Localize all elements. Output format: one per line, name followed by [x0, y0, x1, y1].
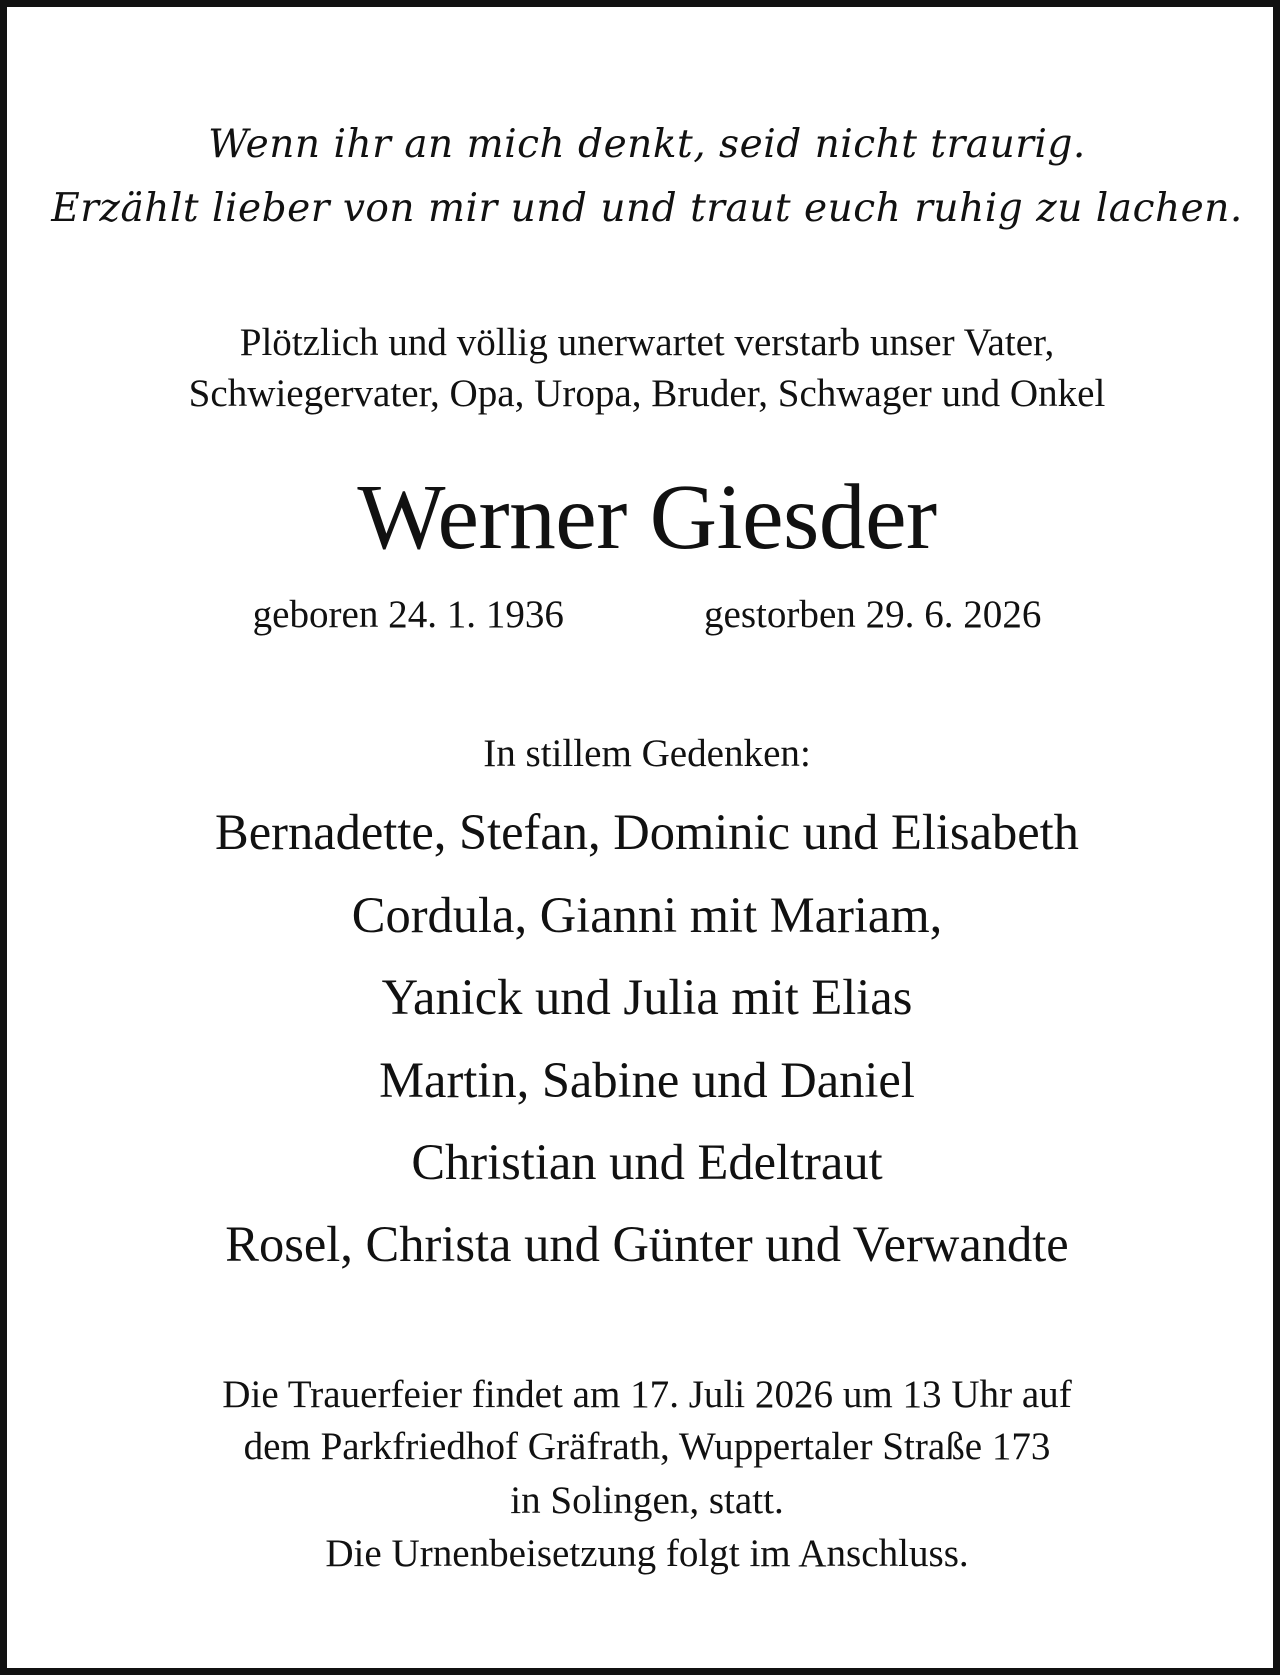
memory-heading: In stillem Gedenken: — [483, 732, 811, 775]
intro-line-1: Plötzlich und völlig unerwartet verstarb unser Vater, — [239, 321, 1055, 364]
life-dates — [7, 595, 1280, 634]
birth-date: geboren 24. 1. 1936 — [252, 593, 564, 636]
funeral-line-3: in Solingen, statt. — [510, 1479, 784, 1522]
funeral-line-2: dem Parkfriedhof Gräfrath, Wuppertaler Straße 173 — [243, 1425, 1051, 1468]
mourner-line: Yanick und Julia mit Elias — [381, 969, 913, 1025]
mourner-line: Martin, Sabine und Daniel — [379, 1052, 915, 1108]
mourner-line: Rosel, Christa und Günter und Verwandte — [225, 1216, 1069, 1272]
mourner-line: Christian und Edeltraut — [411, 1134, 883, 1190]
mourner-line: Cordula, Gianni mit Mariam, — [351, 887, 943, 943]
motto-line-1: Wenn ihr an mich denkt, seid nicht traurig. — [208, 122, 1086, 167]
motto-line-2: Erzählt lieber von mir und und traut euch ruhig zu lachen. — [51, 186, 1243, 231]
death-date: gestorben 29. 6. 2026 — [703, 593, 1042, 636]
funeral-line-1: Die Trauerfeier findet am 17. Juli 2026 um 13 Uhr auf — [222, 1373, 1072, 1416]
funeral-line-4: Die Urnenbeisetzung folgt im Anschluss. — [325, 1532, 969, 1575]
mourner-line: Bernadette, Stefan, Dominic und Elisabeth — [215, 804, 1079, 860]
intro-line-2: Schwiegervater, Opa, Uropa, Bruder, Schwager und Onkel — [188, 372, 1106, 415]
deceased-name: Werner Giesder — [357, 466, 937, 569]
